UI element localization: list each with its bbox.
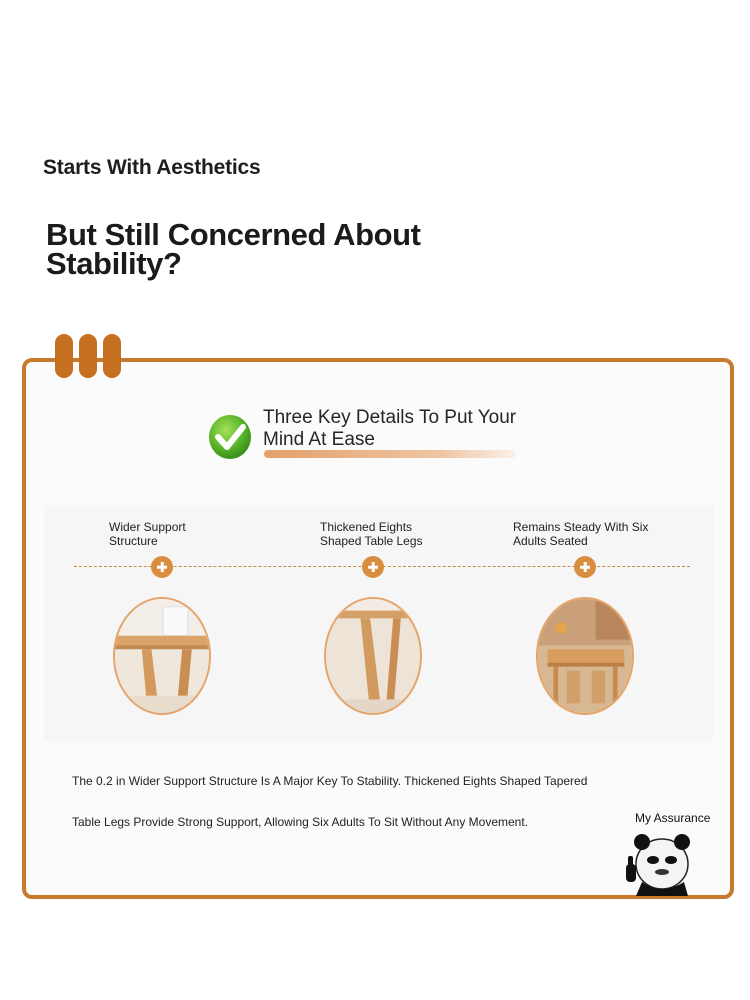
tab-bar xyxy=(55,334,73,378)
section-title: Three Key Details To Put Your Mind At Ease xyxy=(263,407,517,450)
feature-label: Wider Support Structure xyxy=(109,520,186,548)
checkmark-icon xyxy=(208,412,252,460)
panda-thumbs-up-icon xyxy=(622,826,698,896)
headline: But Still Concerned About Stability? xyxy=(46,217,421,281)
description-line: The 0.2 in Wider Support Structure Is A Major Key To Stability. Thickened Eights Shaped Tapered xyxy=(72,774,588,788)
tab-bar xyxy=(79,334,97,378)
plus-icon xyxy=(574,556,596,578)
feature-label: Remains Steady With Six Adults Seated xyxy=(513,520,649,548)
plus-icon xyxy=(362,556,384,578)
plus-icon xyxy=(151,556,173,578)
card-tab-decoration xyxy=(55,334,129,380)
assurance-label: My Assurance xyxy=(635,811,711,825)
feature-image-dining-set xyxy=(536,597,634,715)
brush-underline xyxy=(264,450,516,458)
feature-image-wide-support xyxy=(113,597,211,715)
feature-image-table-legs xyxy=(324,597,422,715)
description-line: Table Legs Provide Strong Support, Allowing Six Adults To Sit Without Any Movement. xyxy=(72,815,529,829)
tab-bar xyxy=(103,334,121,378)
feature-label: Thickened Eights Shaped Table Legs xyxy=(320,520,423,548)
kicker-text: Starts With Aesthetics xyxy=(43,156,261,179)
